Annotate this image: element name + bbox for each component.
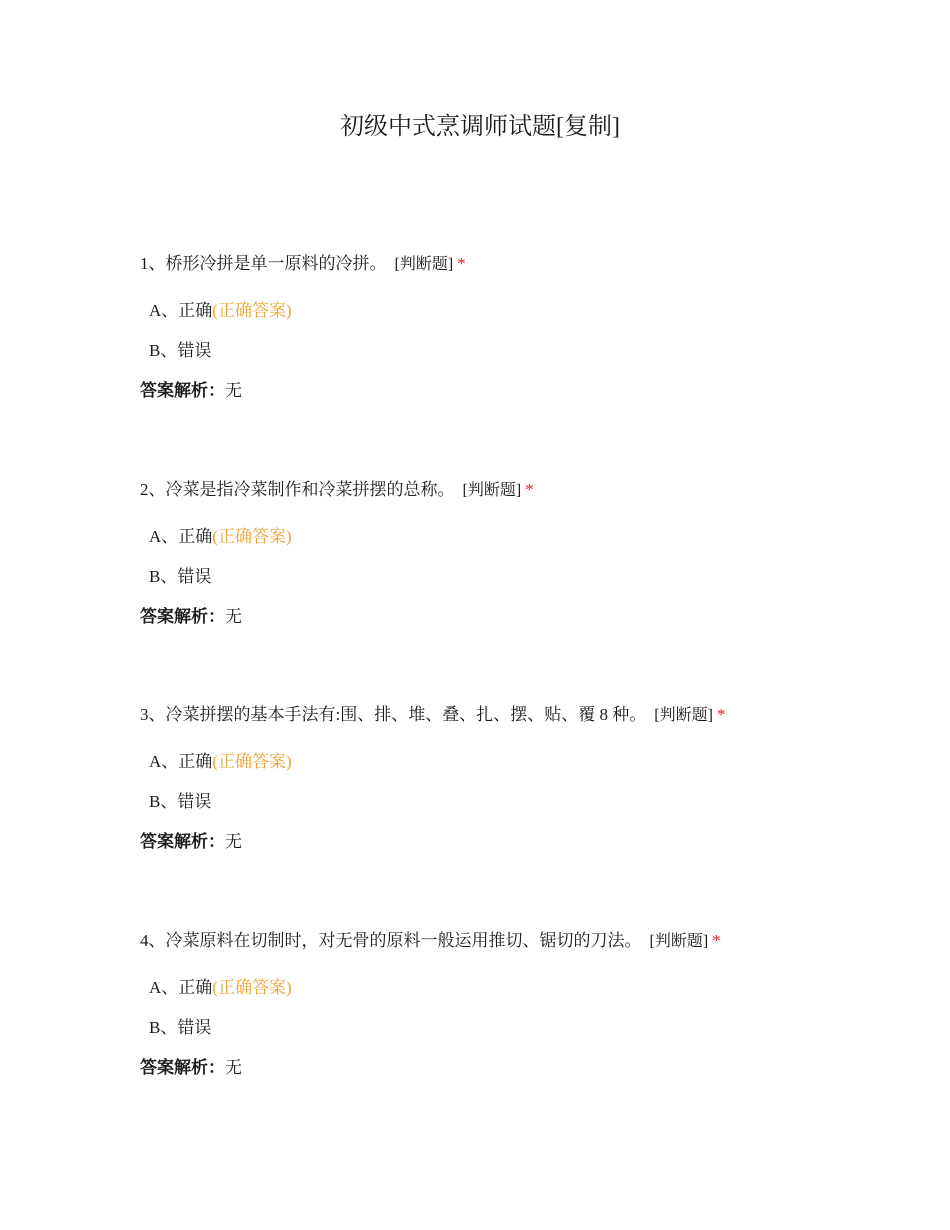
option-label: B、错误	[149, 1018, 212, 1037]
answer-analysis	[140, 606, 900, 628]
question-text: 2、冷菜是指冷菜制作和冷菜拼摆的总称。	[140, 480, 455, 499]
question-stem	[140, 253, 900, 275]
analysis-value: 无	[225, 607, 242, 626]
page-title: 初级中式烹调师试题[复制]	[340, 114, 620, 140]
question-text: 4、冷菜原料在切制时，对无骨的原料一般运用推切、锯切的刀法。	[140, 931, 642, 950]
question-1	[140, 253, 900, 402]
option-a[interactable]	[149, 977, 900, 999]
question-type: [判断题]	[462, 482, 522, 499]
option-b[interactable]	[149, 340, 900, 362]
correct-answer-tag: (正确答案)	[212, 978, 292, 997]
option-label: B、错误	[149, 792, 212, 811]
question-stem	[140, 930, 900, 952]
question-4	[140, 930, 900, 1079]
option-a[interactable]	[149, 300, 900, 322]
correct-answer-tag: (正确答案)	[212, 752, 292, 771]
answer-analysis	[140, 1057, 900, 1079]
question-stem	[140, 704, 900, 726]
option-label: A、正确	[149, 978, 213, 997]
correct-answer-tag: (正确答案)	[212, 301, 292, 320]
analysis-label: 答案解析：	[140, 381, 225, 401]
analysis-label: 答案解析：	[140, 1058, 225, 1078]
answer-analysis	[140, 380, 900, 402]
option-b[interactable]	[149, 791, 900, 813]
required-mark: *	[457, 254, 466, 273]
question-type: [判断题]	[649, 933, 709, 950]
question-type: [判断题]	[654, 707, 713, 724]
option-label: B、错误	[149, 567, 212, 586]
option-label: B、错误	[149, 341, 212, 360]
question-text: 3、冷菜拼摆的基本手法有:围、排、堆、叠、扎、摆、贴、覆 8 种。	[140, 705, 647, 724]
option-b[interactable]	[149, 566, 900, 588]
option-label: A、正确	[149, 301, 213, 320]
question-3	[140, 704, 900, 853]
option-label: A、正确	[149, 527, 213, 546]
analysis-value: 无	[225, 832, 242, 851]
option-label: A、正确	[149, 752, 213, 771]
required-mark: *	[712, 931, 721, 950]
question-text: 1、桥形冷拼是单一原料的冷拼。	[140, 254, 387, 273]
correct-answer-tag: (正确答案)	[212, 527, 292, 546]
option-a[interactable]	[149, 751, 900, 773]
option-a[interactable]	[149, 526, 900, 548]
analysis-label: 答案解析：	[140, 607, 225, 627]
question-2	[140, 479, 900, 628]
required-mark: *	[716, 705, 726, 724]
required-mark: *	[525, 480, 534, 499]
answer-analysis	[140, 831, 900, 853]
analysis-value: 无	[225, 1058, 242, 1077]
analysis-label: 答案解析：	[140, 832, 225, 852]
analysis-value: 无	[225, 381, 242, 400]
question-stem	[140, 479, 900, 501]
question-type: [判断题]	[394, 256, 454, 273]
option-b[interactable]	[149, 1017, 900, 1039]
